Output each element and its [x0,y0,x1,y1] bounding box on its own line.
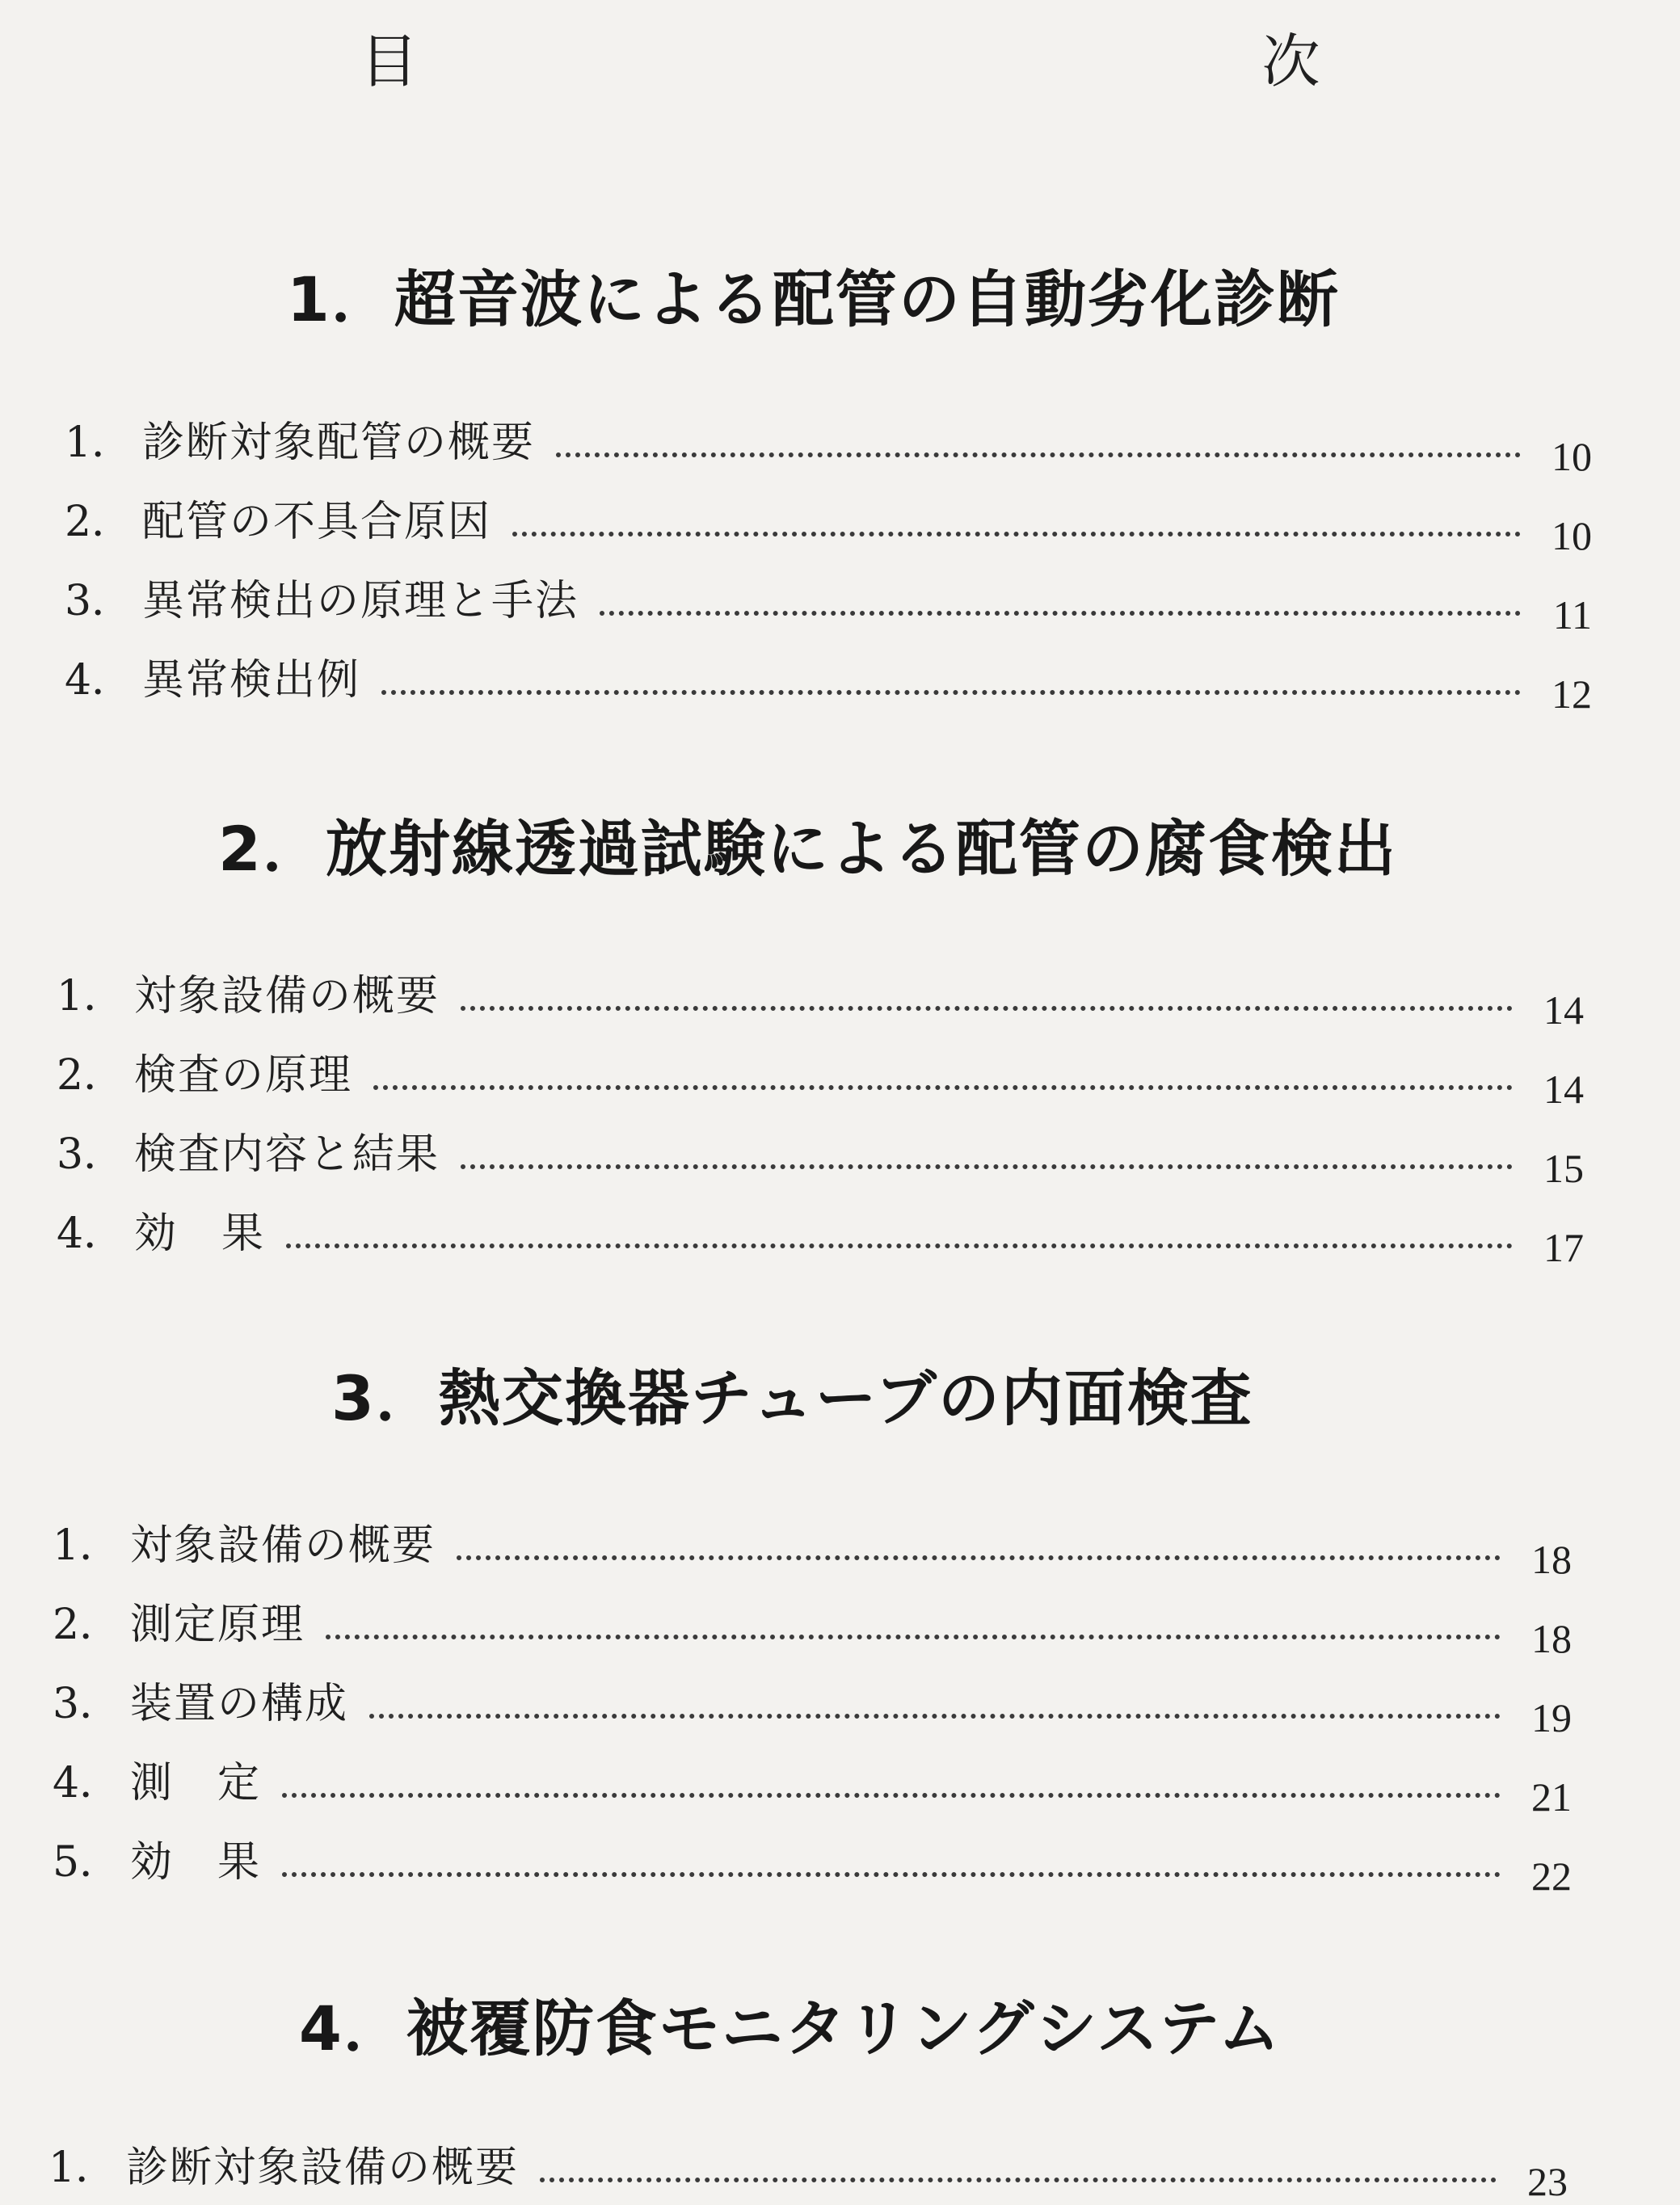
entry-label: 対象設備の概要 [130,1521,436,1570]
entry-number: 4． [53,1759,122,1807]
entry-number: 1． [53,1521,122,1570]
toc-entry[interactable] [65,650,1592,717]
entry-label: 異常検出例 [142,656,361,705]
toc-entry[interactable] [53,1515,1572,1582]
entry-page: 21 [1531,1774,1572,1820]
dot-leader [381,690,1521,695]
entry-label: 測 定 [130,1759,262,1807]
entry-number: 3． [57,1130,126,1179]
dot-leader [556,452,1521,457]
entry-page: 14 [1543,987,1584,1033]
dot-leader [326,1635,1501,1639]
dot-leader [282,1872,1501,1877]
entry-label: 効 果 [130,1838,262,1887]
dot-leader [512,532,1521,537]
entry-page: 22 [1531,1854,1572,1899]
entry-number: 2． [53,1601,122,1649]
toc-entry[interactable] [53,1594,1572,1661]
entry-page: 12 [1552,671,1592,717]
entry-number: 2． [65,498,134,546]
entry-page: 18 [1531,1537,1572,1582]
section-heading-1: 1．超音波による配管の自動劣化診断 [287,263,1340,335]
toc-entry[interactable] [57,1203,1584,1270]
dot-leader [282,1793,1501,1798]
dot-leader [369,1714,1501,1719]
toc-entry[interactable] [53,1673,1572,1740]
dot-leader [540,2178,1497,2182]
dot-leader [457,1555,1501,1560]
entry-label: 検査の原理 [134,1051,353,1100]
dot-leader [600,611,1521,616]
entry-number: 1． [65,419,134,467]
dot-leader [373,1085,1513,1090]
entry-number: 2． [57,1051,126,1100]
entry-page: 18 [1531,1616,1572,1661]
entry-label: 対象設備の概要 [134,972,440,1020]
entry-number: 3． [65,577,134,625]
dot-leader [286,1243,1513,1248]
entry-page: 14 [1543,1067,1584,1112]
section-heading-4: 4．被覆防食モニタリングシステム [299,1992,1282,2064]
entry-label: 異常検出の原理と手法 [142,577,579,625]
dot-leader [461,1006,1513,1011]
entry-page: 15 [1543,1146,1584,1191]
entry-label: 診断対象設備の概要 [126,2144,520,2192]
entry-number: 1． [48,2144,118,2192]
toc-entry[interactable] [57,1124,1584,1191]
entry-label: 測定原理 [130,1601,305,1649]
toc-entry[interactable] [65,412,1592,479]
entry-number: 1． [57,972,126,1020]
entry-number: 5． [53,1838,122,1887]
dot-leader [461,1164,1513,1169]
toc-entry[interactable] [57,1045,1584,1112]
entry-number: 4． [57,1210,126,1258]
entry-page: 10 [1552,513,1592,558]
toc-entry[interactable] [65,570,1592,638]
entry-page: 10 [1552,434,1592,479]
section-heading-3: 3．熱交換器チューブの内面検査 [331,1362,1253,1434]
entry-page: 23 [1527,2159,1568,2204]
entry-label: 診断対象配管の概要 [142,419,536,467]
section-heading-2: 2．放射線透過試験による配管の腐食検出 [218,813,1397,885]
entry-label: 装置の構成 [130,1680,349,1728]
entry-label: 配管の不具合原因 [142,498,492,546]
toc-entry[interactable] [53,1753,1572,1820]
toc-entry[interactable] [65,491,1592,558]
page-title: 目 次 [360,27,1563,95]
entry-label: 効 果 [134,1210,266,1258]
entry-label: 検査内容と結果 [134,1130,440,1179]
toc-entry[interactable] [53,1832,1572,1899]
entry-page: 11 [1552,592,1592,638]
entry-page: 17 [1543,1225,1584,1270]
entry-number: 3． [53,1680,122,1728]
entry-number: 4． [65,656,134,705]
toc-entry[interactable] [48,2137,1568,2204]
entry-page: 19 [1531,1695,1572,1740]
toc-entry[interactable] [57,966,1584,1033]
